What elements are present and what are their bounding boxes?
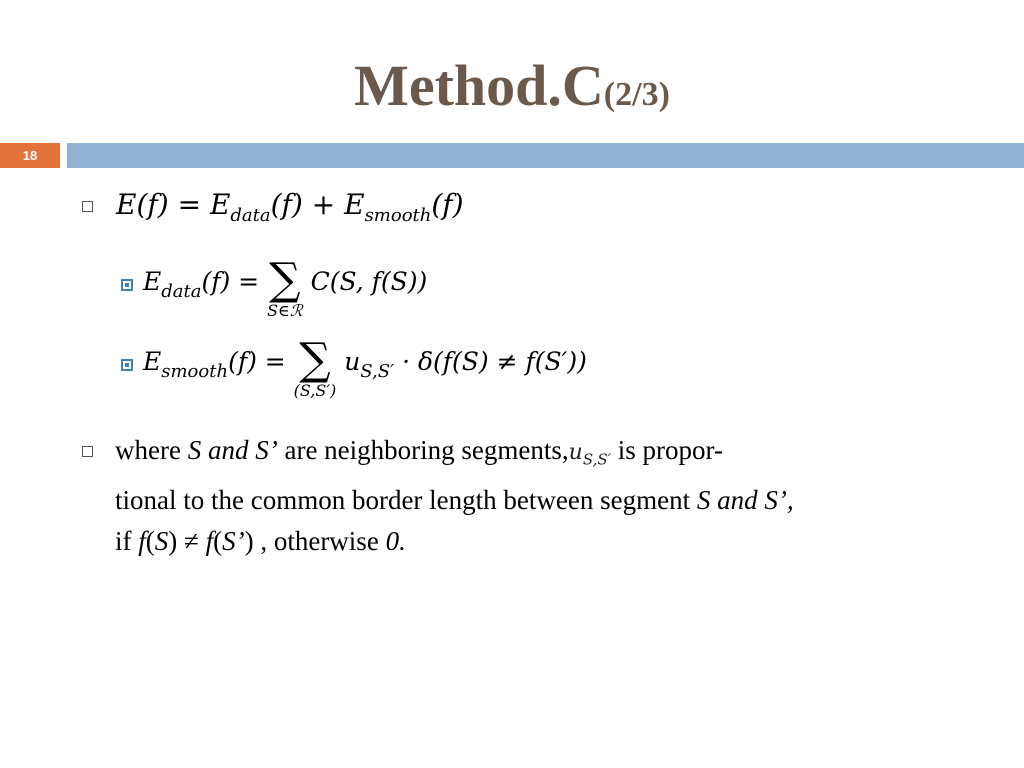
main-lhs: E(f) [116, 188, 169, 221]
description-paragraph [115, 430, 995, 562]
para-text: where [115, 435, 188, 465]
inline-u-symbol [568, 440, 612, 469]
para-italic: S and S’ [187, 435, 278, 465]
data-lhs-sub: data [161, 281, 202, 302]
slide-number: 18 [0, 143, 60, 168]
main-t1: E [209, 188, 231, 221]
main-eq: = [177, 188, 202, 221]
slide-title [0, 52, 1024, 119]
inline-u: u [568, 440, 583, 465]
para-italic: S and S’, [696, 485, 794, 516]
para-italic: f [205, 526, 214, 557]
main-t1-arg: (f) [270, 188, 303, 221]
main-t2-sub: smooth [364, 205, 432, 226]
para-text: are neighboring segments, [277, 435, 569, 465]
para-text: ( [213, 526, 223, 557]
para-text: if [115, 526, 139, 557]
data-lhs-arg: (f) = [201, 267, 260, 296]
main-plus: + [311, 188, 336, 221]
data-sum [267, 254, 303, 320]
para-text: ) , otherwise [244, 526, 386, 557]
data-lhs: E [143, 267, 162, 296]
sigma-symbol: ∑ [269, 254, 301, 305]
smooth-u-sub: S,S′ [360, 361, 395, 382]
data-term-equation [143, 254, 428, 320]
smooth-u: u [344, 347, 361, 376]
main-t2: E [344, 188, 365, 221]
smooth-term-equation [143, 334, 587, 400]
smooth-body: · δ(f(S) ≠ f(S′)) [402, 347, 587, 376]
smooth-lhs-sub: smooth [161, 361, 229, 382]
data-sum-under: S∈ℛ [267, 301, 303, 320]
bullet-square-icon [82, 201, 93, 212]
para-italic: f [138, 526, 146, 557]
bullet-filled-icon [121, 359, 133, 371]
para-italic: S [154, 526, 169, 557]
para-text: tional to the common border length between segment [115, 485, 697, 516]
header-bar [67, 143, 1024, 168]
inline-u-sub: S,S′ [582, 450, 612, 469]
smooth-lhs: E [143, 347, 162, 376]
para-text: ( [145, 526, 155, 557]
para-italic: 0. [385, 526, 406, 557]
main-t2-arg: (f) [431, 188, 464, 221]
sigma-symbol: ∑ [299, 334, 331, 385]
data-body: C(S, f(S)) [310, 267, 428, 296]
smooth-lhs-arg: (f) = [228, 347, 286, 376]
main-t1-sub: data [230, 205, 271, 226]
bullet-filled-icon [121, 279, 133, 291]
main-equation [116, 188, 464, 226]
smooth-sum-under: (S,S′) [293, 381, 337, 400]
para-italic: S’ [222, 526, 245, 557]
title-sub: (2/3) [603, 76, 670, 113]
para-text: is propor- [611, 435, 723, 465]
para-text: ) ≠ [168, 526, 206, 557]
smooth-sum [293, 334, 337, 400]
title-main: Method.C [354, 53, 604, 118]
bullet-square-icon [82, 446, 93, 457]
